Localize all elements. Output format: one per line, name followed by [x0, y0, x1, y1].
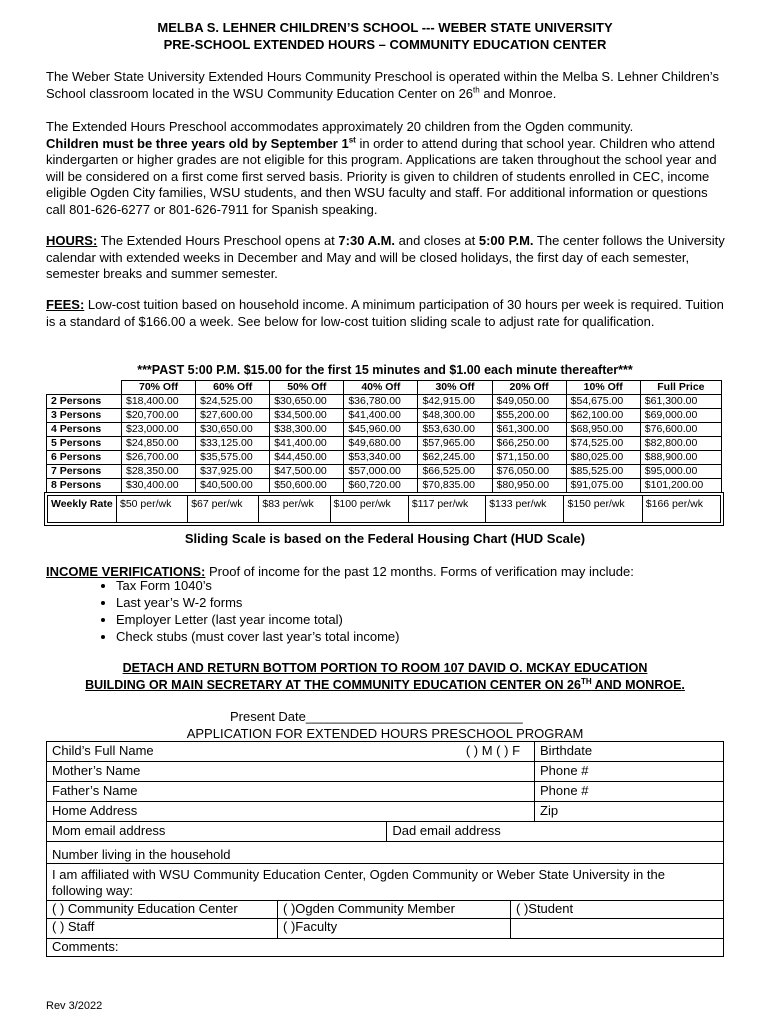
- weekly-rate-cell: $133 per/wk: [486, 496, 564, 522]
- fee-cell: $53,630.00: [418, 423, 492, 437]
- fee-header: 60% Off: [196, 381, 270, 395]
- dad-email-field[interactable]: Dad email address: [387, 822, 724, 842]
- mother-name-field[interactable]: Mother’s Name: [47, 762, 535, 782]
- fee-cell: $30,650.00: [196, 423, 270, 437]
- option-staff-checkbox[interactable]: ( ) Staff: [47, 919, 278, 939]
- weekly-rate-cell: $100 per/wk: [330, 496, 408, 522]
- fee-cell: $28,350.00: [122, 465, 196, 479]
- fee-sliding-scale-table: [46, 380, 722, 493]
- form-row-affiliation: [47, 864, 724, 957]
- fee-cell: $45,960.00: [344, 423, 418, 437]
- list-item: • Check stubs (must cover last year’s total income): [116, 628, 399, 645]
- table-row: [47, 395, 722, 409]
- form-row-email: [47, 822, 724, 842]
- fee-cell: $42,915.00: [418, 395, 492, 409]
- table-row: [47, 451, 722, 465]
- sliding-scale-caption: Sliding Scale is based on the Federal Housing Chart (HUD Scale): [184, 531, 586, 546]
- fee-cell: $55,200.00: [492, 409, 566, 423]
- fees-label: FEES:: [46, 297, 85, 312]
- form-row-mother: [47, 762, 724, 782]
- income-verification-list: [96, 577, 399, 645]
- table-row: [47, 465, 722, 479]
- affiliation-cell: [47, 864, 724, 957]
- mother-phone-field[interactable]: Phone #: [535, 762, 724, 782]
- fee-cell: $88,900.00: [640, 451, 721, 465]
- fee-cell: $57,000.00: [344, 465, 418, 479]
- fee-cell: $57,965.00: [418, 437, 492, 451]
- revision-note: Rev 3/2022: [46, 1000, 103, 1012]
- option-ogden-checkbox[interactable]: ( )Ogden Community Member: [278, 901, 511, 919]
- gender-field[interactable]: ( ) M ( ) F: [387, 742, 535, 762]
- intro-paragraph-2: [46, 119, 726, 219]
- hours-open: 7:30 A.M.: [338, 233, 396, 248]
- fee-cell: $18,400.00: [122, 395, 196, 409]
- table-row: [47, 479, 722, 493]
- income-label: INCOME VERIFICATIONS:: [46, 564, 206, 579]
- fee-cell: $20,700.00: [122, 409, 196, 423]
- fee-cell: $80,025.00: [566, 451, 640, 465]
- birthdate-field[interactable]: Birthdate: [535, 742, 724, 762]
- fee-cell: $68,950.00: [566, 423, 640, 437]
- father-phone-field[interactable]: Phone #: [535, 782, 724, 802]
- affiliation-row-1: [47, 901, 723, 919]
- fee-cell: $74,525.00: [566, 437, 640, 451]
- fee-cell: $41,400.00: [270, 437, 344, 451]
- fee-cell: $27,600.00: [196, 409, 270, 423]
- fee-cell: $62,100.00: [566, 409, 640, 423]
- intro-p1-text: The Weber State University Extended Hours Community Preschool is operated within the Melba S. Lehner Children’s School classroom located in the WSU Community Education Center on 26: [46, 69, 719, 101]
- fee-cell: $54,675.00: [566, 395, 640, 409]
- fee-cell: $33,125.00: [196, 437, 270, 451]
- hours-close: 5:00 P.M.: [478, 233, 534, 248]
- fee-cell: $48,300.00: [418, 409, 492, 423]
- age-requirement-sup: st: [348, 135, 356, 145]
- hours-text-3: The center follows the University calendar with extended weeks in December and May and will be closed holidays, the first day of each semester, semester breaks and summer semester.: [46, 233, 725, 282]
- fee-header: 50% Off: [270, 381, 344, 395]
- affiliation-row-2: [47, 919, 723, 939]
- intro-p2-rest: in order to attend during that school year. Children who attend kindergarten or higher grades are not eligible for this program. Applications are taken throughout the school year and will be considered on a first come first served basis. Priority is given to children of students enrolled in CEC, income eligible Ogden City families, WSU students, and then WSU faculty and staff. For additional information or questions call 801-626-6277 or 801-626-7911 for Spanish speaking.: [46, 135, 717, 217]
- fee-cell: $24,850.00: [122, 437, 196, 451]
- fee-cell: $60,720.00: [344, 479, 418, 493]
- father-name-field[interactable]: Father’s Name: [47, 782, 535, 802]
- fee-cell: $91,075.00: [566, 479, 640, 493]
- household-size-label: 3 Persons: [47, 409, 122, 423]
- mom-email-field[interactable]: Mom email address: [47, 822, 387, 842]
- detach-line2-sup: TH: [580, 676, 592, 686]
- household-size-label: 2 Persons: [47, 395, 122, 409]
- fee-cell: $66,250.00: [492, 437, 566, 451]
- zip-field[interactable]: Zip: [535, 802, 724, 822]
- fee-header: 10% Off: [566, 381, 640, 395]
- weekly-rate-cell: $166 per/wk: [645, 498, 703, 510]
- comments-field[interactable]: Comments:: [52, 939, 119, 954]
- weekly-rate-cell: $117 per/wk: [408, 496, 485, 522]
- option-student-checkbox[interactable]: ( )Student: [511, 901, 724, 919]
- table-row: [47, 409, 722, 423]
- fees-paragraph: [46, 297, 726, 330]
- fee-cell: $61,300.00: [640, 395, 721, 409]
- late-fee-notice: ***PAST 5:00 P.M. $15.00 for the first 15 minutes and $1.00 each minute thereafter***: [137, 363, 633, 377]
- fee-cell: $85,525.00: [566, 465, 640, 479]
- detach-line2-end: AND MONROE.: [591, 678, 685, 692]
- fee-header: 40% Off: [344, 381, 418, 395]
- fee-cell: $41,400.00: [344, 409, 418, 423]
- fee-header: Full Price: [640, 381, 721, 395]
- fee-cell: $24,525.00: [196, 395, 270, 409]
- weekly-rate-cell: $67 per/wk: [188, 496, 259, 522]
- affiliation-text: I am affiliated with WSU Community Education Center, Ogden Community or Weber State University in the following way:: [52, 867, 665, 898]
- affiliation-empty-cell: [511, 919, 724, 939]
- fee-cell: $38,300.00: [270, 423, 344, 437]
- application-form: [46, 741, 724, 957]
- household-size-label: 8 Persons: [47, 479, 122, 493]
- age-requirement: Children must be three years old by September 1: [46, 135, 349, 151]
- fee-cell: $47,500.00: [270, 465, 344, 479]
- child-name-field[interactable]: Child’s Full Name: [47, 742, 387, 762]
- fee-cell: $76,600.00: [640, 423, 721, 437]
- fee-cell: $40,500.00: [196, 479, 270, 493]
- header-line-1: MELBA S. LEHNER CHILDREN’S SCHOOL --- WEBER STATE UNIVERSITY: [157, 20, 613, 35]
- fee-cell: $95,000.00: [640, 465, 721, 479]
- detach-line2-text: BUILDING OR MAIN SECRETARY AT THE COMMUNITY EDUCATION CENTER ON 26: [85, 678, 581, 692]
- fee-cell: $30,400.00: [122, 479, 196, 493]
- fee-cell: $35,575.00: [196, 451, 270, 465]
- list-item: • Tax Form 1040’s: [116, 577, 399, 594]
- weekly-rate-table: [48, 496, 720, 522]
- fee-cell: $82,800.00: [640, 437, 721, 451]
- hours-label: HOURS:: [46, 233, 98, 248]
- fee-cell: $36,780.00: [344, 395, 418, 409]
- form-row-child: [47, 742, 724, 762]
- fee-cell: $71,150.00: [492, 451, 566, 465]
- intro-p2-text: The Extended Hours Preschool accommodates approximately 20 children from the Ogden community.: [46, 119, 634, 134]
- form-row-address: [47, 802, 724, 822]
- fee-cell: $80,950.00: [492, 479, 566, 493]
- intro-p1-end: and Monroe.: [479, 85, 557, 101]
- option-cec-checkbox[interactable]: ( ) Community Education Center: [47, 901, 278, 919]
- header-line-2: PRE-SCHOOL EXTENDED HOURS – COMMUNITY EDUCATION CENTER: [163, 37, 607, 52]
- fee-cell: $30,650.00: [270, 395, 344, 409]
- hours-text-1: The Extended Hours Preschool opens at: [97, 233, 339, 248]
- affiliation-options: [47, 900, 723, 939]
- hours-paragraph: [46, 233, 726, 283]
- household-count-field[interactable]: Number living in the household: [47, 842, 724, 864]
- fee-header: 70% Off: [122, 381, 196, 395]
- fee-table-corner: [47, 381, 122, 395]
- fee-cell: $62,245.00: [418, 451, 492, 465]
- weekly-rate-cell: $50 per/wk: [117, 496, 188, 522]
- fee-header: 30% Off: [418, 381, 492, 395]
- home-address-field[interactable]: Home Address: [47, 802, 535, 822]
- intro-p1-sup: th: [473, 85, 480, 95]
- fee-cell: $69,000.00: [640, 409, 721, 423]
- fee-cell: $61,300.00: [492, 423, 566, 437]
- fee-cell: $76,050.00: [492, 465, 566, 479]
- fees-text: Low-cost tuition based on household income. A minimum participation of 30 hours per week is required. Tuition is a standard of $166.00 a week. See below for low-cost tuition sliding scale to adjust rate for qualification.: [46, 297, 724, 329]
- fee-cell: $101,200.00: [640, 479, 721, 493]
- fee-cell: $34,500.00: [270, 409, 344, 423]
- application-title: APPLICATION FOR EXTENDED HOURS PRESCHOOL PROGRAM: [186, 726, 584, 741]
- fee-cell: $53,340.00: [344, 451, 418, 465]
- household-size-label: 5 Persons: [47, 437, 122, 451]
- option-faculty-checkbox[interactable]: ( )Faculty: [278, 919, 511, 939]
- detach-instruction-line-1: DETACH AND RETURN BOTTOM PORTION TO ROOM 107 DAVID O. MCKAY EDUCATION: [122, 661, 648, 675]
- table-row: [47, 437, 722, 451]
- fee-cell: $44,450.00: [270, 451, 344, 465]
- hours-text-2: and closes at: [395, 233, 479, 248]
- fee-cell: $66,525.00: [418, 465, 492, 479]
- weekly-rate-cell: $83 per/wk: [259, 496, 330, 522]
- household-size-label: 4 Persons: [47, 423, 122, 437]
- household-size-label: 7 Persons: [47, 465, 122, 479]
- fee-cell: $23,000.00: [122, 423, 196, 437]
- weekly-rate-cell: $150 per/wk: [564, 496, 642, 522]
- form-row-household: [47, 842, 724, 864]
- table-row: [47, 423, 722, 437]
- fee-cell: $49,680.00: [344, 437, 418, 451]
- household-size-label: 6 Persons: [47, 451, 122, 465]
- form-row-father: [47, 782, 724, 802]
- fee-cell: $26,700.00: [122, 451, 196, 465]
- fee-table-header-row: [47, 381, 722, 395]
- weekly-rate-row: [48, 496, 720, 522]
- weekly-rate-box: [44, 492, 724, 526]
- fee-cell: $50,600.00: [270, 479, 344, 493]
- fee-cell: $70,835.00: [418, 479, 492, 493]
- income-text: Proof of income for the past 12 months. Forms of verification may include:: [205, 564, 634, 579]
- list-item: • Employer Letter (last year income total): [116, 611, 399, 628]
- weekly-rate-label: Weekly Rate: [48, 496, 117, 522]
- fee-cell: $49,050.00: [492, 395, 566, 409]
- intro-paragraph-1: [46, 69, 726, 102]
- present-date-field[interactable]: Present Date______________________________: [230, 709, 523, 724]
- detach-instruction-line-2: [0, 678, 770, 692]
- list-item: • Last year’s W-2 forms: [116, 594, 399, 611]
- fee-cell: $37,925.00: [196, 465, 270, 479]
- fee-header: 20% Off: [492, 381, 566, 395]
